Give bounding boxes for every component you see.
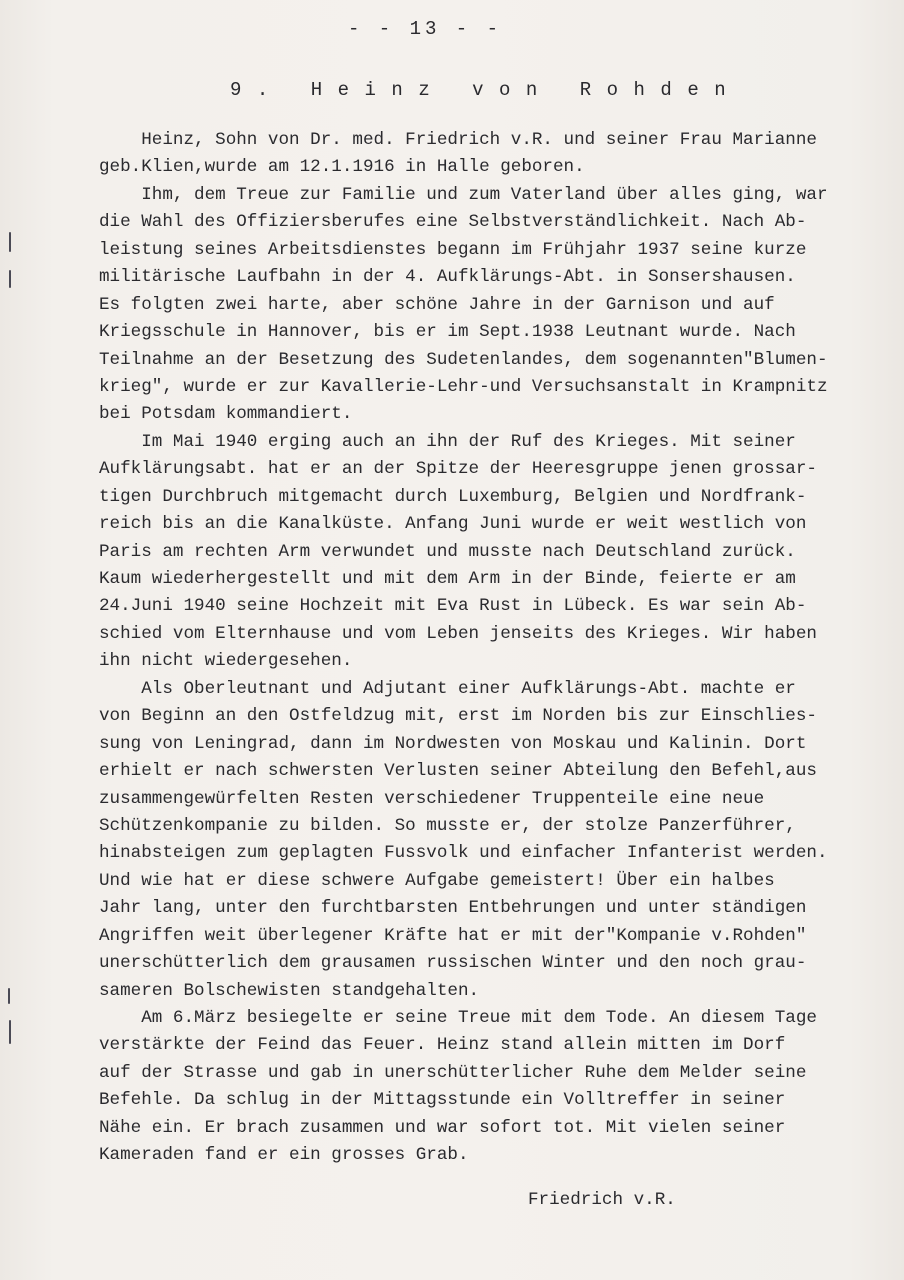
text-line: schied vom Elternhause und vom Leben jenseits des Krieges. Wir haben — [99, 623, 817, 644]
text-line: 24.Juni 1940 seine Hochzeit mit Eva Rust in Lübeck. Es war sein Ab- — [99, 596, 807, 617]
text-line: ihn nicht wiedergesehen. — [99, 651, 353, 672]
text-line: Heinz, Sohn von Dr. med. Friedrich v.R. und seiner Frau Marianne — [99, 130, 817, 150]
text-line: tigen Durchbruch mitgemacht durch Luxemburg, Belgien und Nordfrank- — [99, 486, 807, 507]
text-line: krieg", wurde er zur Kavallerie-Lehr-und Versuchsanstalt in Krampnitz — [99, 376, 828, 397]
text-line: Jahr lang, unter den furchtbarsten Entbehrungen und unter ständigen — [99, 898, 807, 919]
text-line: verstärkte der Feind das Feuer. Heinz stand allein mitten im Dorf — [99, 1035, 786, 1056]
text-line: Teilnahme an der Besetzung des Sudetenlandes, dem sogenannten"Blumen- — [99, 349, 828, 370]
text-line: Im Mai 1940 erging auch an ihn der Ruf des Krieges. Mit seiner — [99, 431, 796, 452]
text-line: Paris am rechten Arm verwundet und musste nach Deutschland zurück. — [99, 541, 796, 562]
text-line: erhielt er nach schwersten Verlusten seiner Abteilung den Befehl,aus — [99, 761, 817, 782]
text-line: Nähe ein. Er brach zusammen und war sofort tot. Mit vielen seiner — [99, 1117, 786, 1138]
text-line: militärische Laufbahn in der 4. Aufklärungs-Abt. in Sonsershausen. — [99, 267, 796, 288]
text-line: bei Potsdam kommandiert. — [99, 404, 353, 425]
text-line: sung von Leningrad, dann im Nordwesten von Moskau und Kalinin. Dort — [99, 733, 807, 754]
binding-mark — [9, 1020, 11, 1044]
signature: Friedrich v.R. — [528, 1190, 676, 1210]
text-line: von Beginn an den Ostfeldzug mit, erst im Norden bis zur Einschlies- — [99, 706, 817, 727]
text-line: Befehle. Da schlug in der Mittagsstunde ein Volltreffer in seiner — [99, 1090, 786, 1111]
text-line: Am 6.März besiegelte er seine Treue mit dem Tode. An diesem Tage — [99, 1008, 817, 1028]
text-line: Es folgten zwei harte, aber schöne Jahre in der Garnison und auf — [99, 294, 775, 315]
body-text — [99, 127, 889, 1170]
text-line: Als Oberleutnant und Adjutant einer Aufklärungs-Abt. machte er — [99, 678, 796, 699]
text-line: auf der Strasse und gab in unerschütterlicher Ruhe dem Melder seine — [99, 1062, 807, 1083]
text-line: Angriffen weit überlegener Kräfte hat er mit der"Kompanie v.Rohden" — [99, 925, 807, 946]
text-line: reich bis an die Kanalküste. Anfang Juni wurde er weit westlich von — [99, 514, 807, 535]
text-line: sameren Bolschewisten standgehalten. — [99, 980, 480, 1001]
text-line: Kaum wiederhergestellt und mit dem Arm in der Binde, feierte er am — [99, 569, 796, 589]
text-line: Und wie hat er diese schwere Aufgabe gemeistert! Über ein halbes — [99, 870, 775, 891]
page-number: - - 13 - - — [347, 18, 503, 40]
text-line: leistung seines Arbeitsdienstes begann im Frühjahr 1937 seine kurze — [99, 239, 807, 260]
text-line: Schützenkompanie zu bilden. So musste er, der stolze Panzerführer, — [99, 815, 796, 836]
text-line: Ihm, dem Treue zur Familie und zum Vaterland über alles ging, war — [99, 184, 828, 205]
text-line: geb.Klien,wurde am 12.1.1916 in Halle geboren. — [99, 157, 585, 178]
text-line: hinabsteigen zum geplagten Fussvolk und einfacher Infanterist werden. — [99, 843, 828, 864]
text-line: die Wahl des Offiziersberufes eine Selbstverständlichkeit. Nach Ab- — [99, 212, 807, 233]
text-line: unerschütterlich dem grausamen russischen Winter und den noch grau- — [99, 953, 807, 974]
text-line: Kameraden fand er ein grosses Grab. — [99, 1145, 469, 1166]
text-line: Kriegsschule in Hannover, bis er im Sept.1938 Leutnant wurde. Nach — [99, 322, 796, 343]
binding-mark — [8, 988, 10, 1004]
text-line: Aufklärungsabt. hat er an der Spitze der Heeresgruppe jenen grossar- — [99, 459, 817, 480]
text-line: zusammengewürfelten Resten verschiedener Truppenteile eine neue — [99, 788, 765, 809]
binding-mark — [9, 270, 11, 288]
binding-mark — [9, 232, 11, 252]
chapter-title: 9. Heinz von Rohden — [230, 79, 742, 101]
